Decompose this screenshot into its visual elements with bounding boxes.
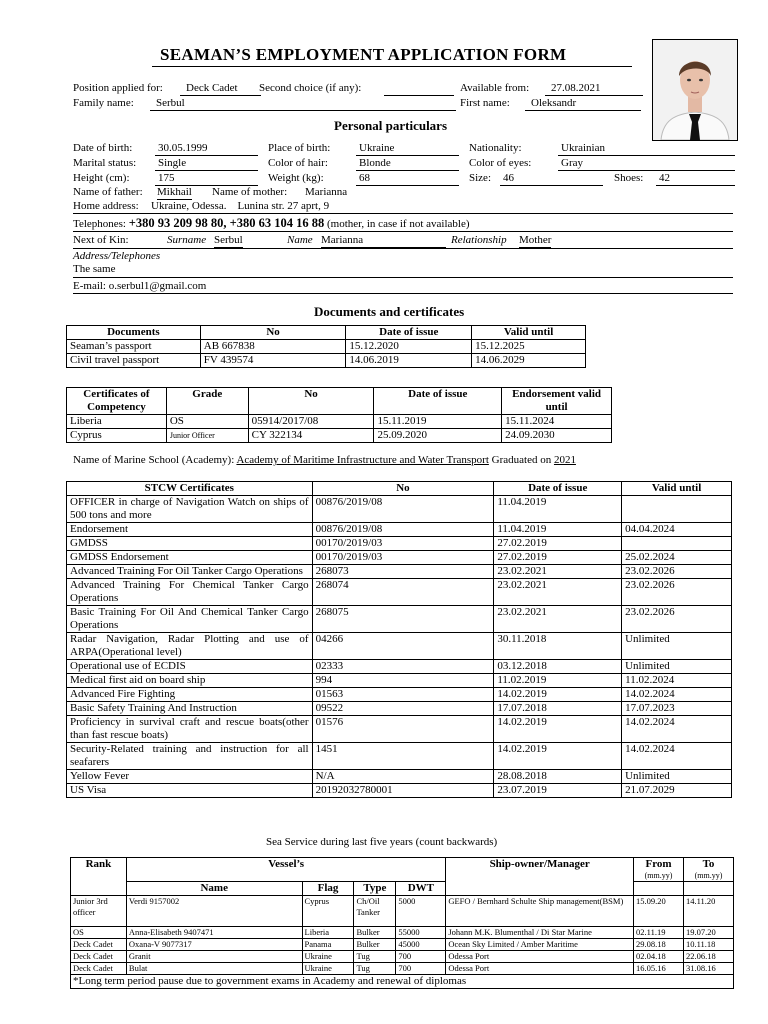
available-label: Available from:	[460, 82, 530, 94]
kin-surname-label: Surname	[167, 234, 207, 246]
hair-label: Color of hair:	[268, 157, 328, 169]
mmyy-label: (mm.yy)	[644, 871, 673, 880]
table-cell: 14.06.2029	[472, 354, 586, 368]
table-header: Documents	[67, 326, 201, 340]
table-cell: Unlimited	[622, 660, 732, 674]
family-name-label: Family name:	[73, 97, 134, 109]
table-cell: Ukraine	[302, 951, 354, 963]
weight-label: Weight (kg):	[268, 172, 324, 184]
table-cell: 30.11.2018	[494, 633, 622, 660]
table-cell: 00876/2019/08	[312, 523, 494, 537]
table-cell: Ukraine	[302, 963, 354, 975]
table-cell: 17.07.2023	[622, 702, 732, 716]
table-row	[67, 340, 586, 354]
table-row	[67, 660, 732, 674]
table-cell	[622, 496, 732, 523]
sea-service-heading: Sea Service during last five years (count backwards)	[266, 836, 498, 848]
table-cell: Bulat	[126, 963, 302, 975]
table-cell: CY 322134	[248, 429, 374, 443]
table-cell: 24.09.2030	[502, 429, 612, 443]
table-row	[67, 354, 586, 368]
table-cell: 04.04.2024	[622, 523, 732, 537]
kin-name-value: Marianna	[321, 234, 446, 248]
first-name-value: Oleksandr	[525, 97, 641, 111]
table-cell: 01576	[312, 716, 494, 743]
graduated-label: Graduated on	[491, 454, 552, 466]
table-cell: 04266	[312, 633, 494, 660]
table-cell: GMDSS	[67, 537, 313, 551]
table-row	[67, 606, 732, 633]
table-cell: US Visa	[67, 784, 313, 798]
table-cell: 27.02.2019	[494, 551, 622, 565]
table-header: Date of issue	[346, 326, 472, 340]
table-cell: GMDSS Endorsement	[67, 551, 313, 565]
school-row	[73, 454, 576, 467]
table-cell: 03.12.2018	[494, 660, 622, 674]
table-cell: Unlimited	[622, 633, 732, 660]
table-cell: Seaman’s passport	[67, 340, 201, 354]
table-cell: 994	[312, 674, 494, 688]
table-cell: AB 667838	[200, 340, 346, 354]
table-cell: 268073	[312, 565, 494, 579]
table-cell: 22.06.18	[683, 951, 733, 963]
kin-surname-value: Serbul	[214, 234, 243, 246]
table-cell: 23.02.2026	[622, 579, 732, 606]
table-cell: Ch/Oil Tanker	[354, 896, 396, 927]
table-cell: Deck Cadet	[71, 939, 127, 951]
table-header-row	[71, 858, 734, 882]
pob-label: Place of birth:	[268, 142, 331, 154]
table-cell: Cyprus	[67, 429, 167, 443]
table-cell: 14.02.2024	[622, 716, 732, 743]
table-cell: 14.06.2019	[346, 354, 472, 368]
table-cell: Deck Cadet	[71, 963, 127, 975]
table-cell: 15.11.2019	[374, 415, 502, 429]
table-cell: 268075	[312, 606, 494, 633]
personal-heading: Personal particulars	[334, 118, 448, 133]
table-row	[67, 565, 732, 579]
table-row	[67, 551, 732, 565]
table-row	[67, 688, 732, 702]
table-cell: 11.04.2019	[494, 496, 622, 523]
father-value: Mikhail	[157, 186, 192, 198]
table-cell: 45000	[396, 939, 446, 951]
table-header: Endorsement valid until	[502, 388, 612, 415]
table-cell	[622, 537, 732, 551]
table-cell: 5000	[396, 896, 446, 927]
table-cell: Endorsement	[67, 523, 313, 537]
pob-value: Ukraine	[356, 142, 459, 156]
to-label: To	[702, 858, 715, 870]
mother-value: Marianna	[305, 186, 348, 198]
table-cell: Verdi 9157002	[126, 896, 302, 927]
available-value: 27.08.2021	[545, 82, 643, 96]
table-cell: 29.08.18	[634, 939, 684, 951]
nationality-value: Ukrainian	[558, 142, 735, 156]
kin-relationship-label: Relationship	[451, 234, 507, 246]
table-cell: 11.02.2019	[494, 674, 622, 688]
marital-value: Single	[155, 157, 258, 171]
table-header-row	[71, 882, 734, 896]
table-cell: Advanced Training For Oil Tanker Cargo Operations	[67, 565, 313, 579]
table-cell: GEFO / Bernhard Schulte Ship management(BSM)	[446, 896, 634, 927]
table-cell: Anna-Elisabeth 9407471	[126, 927, 302, 939]
table-cell: 15.12.2020	[346, 340, 472, 354]
table-header-row	[67, 388, 612, 415]
from-label: From	[645, 858, 672, 870]
table-cell: FV 439574	[200, 354, 346, 368]
table-header: Valid until	[622, 482, 732, 496]
shoes-value: 42	[656, 172, 735, 186]
table-cell: 23.02.2026	[622, 606, 732, 633]
table-cell: 00876/2019/08	[312, 496, 494, 523]
table-header: Valid until	[472, 326, 586, 340]
table-header: Date of issue	[374, 388, 502, 415]
table-cell: 268074	[312, 579, 494, 606]
table-header: No	[248, 388, 374, 415]
table-cell: Liberia	[67, 415, 167, 429]
tel-note: (mother, in case if not available)	[327, 218, 470, 230]
size-label: Size:	[469, 172, 491, 184]
table-cell: 11.02.2024	[622, 674, 732, 688]
table-cell: 15.11.2024	[502, 415, 612, 429]
table-header	[683, 858, 733, 882]
table-cell: Oxana-V 9077317	[126, 939, 302, 951]
coc-table	[66, 387, 612, 443]
eyes-value: Gray	[558, 157, 735, 171]
table-header: Vessel’s	[126, 858, 445, 882]
table-cell: 28.08.2018	[494, 770, 622, 784]
table-cell: Tug	[354, 951, 396, 963]
table-cell: 55000	[396, 927, 446, 939]
table-cell: Liberia	[302, 927, 354, 939]
table-row	[67, 496, 732, 523]
table-cell: 23.02.2021	[494, 579, 622, 606]
table-cell: 23.02.2021	[494, 606, 622, 633]
table-header: Certificates of Competency	[67, 388, 167, 415]
table-header	[634, 858, 684, 882]
table-cell: 23.02.2021	[494, 565, 622, 579]
table-row	[71, 951, 734, 963]
title-underline	[152, 66, 632, 67]
table-cell: Basic Training For Oil And Chemical Tanker Cargo Operations	[67, 606, 313, 633]
table-row	[67, 523, 732, 537]
table-cell: 1451	[312, 743, 494, 770]
kin-label: Next of Kin:	[73, 234, 129, 246]
height-value: 175	[155, 172, 258, 186]
dob-value: 30.05.1999	[155, 142, 258, 156]
table-cell: 31.08.16	[683, 963, 733, 975]
kin-name-label: Name	[287, 234, 313, 246]
mother-label: Name of mother:	[212, 186, 288, 198]
table-cell: Basic Safety Training And Instruction	[67, 702, 313, 716]
address-value: The same	[73, 263, 116, 275]
table-header: No	[200, 326, 346, 340]
documents-heading: Documents and certificates	[314, 304, 465, 319]
table-cell: 14.02.2019	[494, 716, 622, 743]
table-row	[67, 702, 732, 716]
telephones-row	[73, 217, 470, 231]
divider	[73, 277, 733, 278]
table-cell: OS	[71, 927, 127, 939]
table-cell: 16.05.16	[634, 963, 684, 975]
table-cell: 02.11.19	[634, 927, 684, 939]
table-cell: Junior 3rd officer	[71, 896, 127, 927]
table-cell: OFFICER in charge of Navigation Watch on ships of 500 tons and more	[67, 496, 313, 523]
table-header: Date of issue	[494, 482, 622, 496]
table-row	[67, 770, 732, 784]
table-cell: Odessa Port	[446, 963, 634, 975]
table-cell: 25.02.2024	[622, 551, 732, 565]
position-value: Deck Cadet	[180, 82, 261, 96]
table-cell: Ocean Sky Limited / Amber Maritime	[446, 939, 634, 951]
table-cell: 02333	[312, 660, 494, 674]
table-cell: 14.02.2024	[622, 688, 732, 702]
footnote: *Long term period pause due to government exams in Academy and renewal of diplomas	[71, 975, 734, 989]
table-cell: 23.07.2019	[494, 784, 622, 798]
divider	[73, 248, 733, 249]
table-header: Rank	[71, 858, 127, 896]
family-name-value: Serbul	[150, 97, 456, 111]
first-name-label: First name:	[460, 97, 510, 109]
email-row	[73, 280, 206, 293]
documents-table	[66, 325, 586, 368]
hair-value: Blonde	[356, 157, 459, 171]
table-cell: OS	[166, 415, 248, 429]
table-row	[67, 633, 732, 660]
table-header: Name	[126, 882, 302, 896]
table-cell: 14.02.2019	[494, 743, 622, 770]
table-cell: 700	[396, 963, 446, 975]
table-cell: 23.02.2026	[622, 565, 732, 579]
table-cell: Security-Related training and instruction for all seafarers	[67, 743, 313, 770]
table-cell: 17.07.2018	[494, 702, 622, 716]
table-cell: Civil travel passport	[67, 354, 201, 368]
table-cell: 14.02.2019	[494, 688, 622, 702]
table-header: Grade	[166, 388, 248, 415]
email-label: E-mail:	[73, 280, 106, 292]
table-cell: Unlimited	[622, 770, 732, 784]
size-value: 46	[500, 172, 603, 186]
table-cell: Junior Officer	[166, 429, 248, 443]
table-cell: 25.09.2020	[374, 429, 502, 443]
table-header-row	[67, 326, 586, 340]
table-row	[67, 537, 732, 551]
table-row	[67, 716, 732, 743]
graduated-year: 2021	[553, 454, 576, 466]
table-cell: Bulker	[354, 927, 396, 939]
sea-service-table	[70, 857, 734, 989]
table-cell: 09522	[312, 702, 494, 716]
divider	[73, 231, 733, 232]
table-cell: 00170/2019/03	[312, 551, 494, 565]
weight-value: 68	[356, 172, 459, 186]
table-row	[71, 927, 734, 939]
tel-value: +380 93 209 98 80, +380 63 104 16 88	[128, 216, 325, 230]
table-cell: Granit	[126, 951, 302, 963]
table-row	[71, 939, 734, 951]
table-row	[71, 896, 734, 927]
table-cell: Johann M.K. Blumenthal / Di Star Marine	[446, 927, 634, 939]
table-row	[67, 579, 732, 606]
stcw-table	[66, 481, 732, 798]
table-cell: Advanced Training For Chemical Tanker Cargo Operations	[67, 579, 313, 606]
table-row	[67, 674, 732, 688]
divider	[73, 293, 733, 294]
second-choice-value	[384, 82, 454, 96]
form-title: SEAMAN’S EMPLOYMENT APPLICATION FORM	[160, 45, 567, 64]
tel-label: Telephones:	[73, 218, 126, 230]
table-header: Flag	[302, 882, 354, 896]
table-cell: Advanced Fire Fighting	[67, 688, 313, 702]
table-cell: Deck Cadet	[71, 951, 127, 963]
table-cell: Radar Navigation, Radar Plotting and use of ARPA(Operational level)	[67, 633, 313, 660]
table-header: Type	[354, 882, 396, 896]
address-label: Address/Telephones	[73, 250, 161, 262]
table-header-row	[67, 482, 732, 496]
table-cell: Panama	[302, 939, 354, 951]
home-label: Home address:	[73, 200, 139, 212]
table-cell: 700	[396, 951, 446, 963]
table-row	[67, 429, 612, 443]
table-cell: 01563	[312, 688, 494, 702]
email-value: o.serbul1@gmail.com	[108, 280, 207, 292]
table-cell: 19.07.20	[683, 927, 733, 939]
table-cell: 05914/2017/08	[248, 415, 374, 429]
table-cell: 21.07.2029	[622, 784, 732, 798]
shoes-label: Shoes:	[614, 172, 644, 184]
table-cell: Medical first aid on board ship	[67, 674, 313, 688]
table-row	[67, 743, 732, 770]
school-label: Name of Marine School (Academy):	[73, 454, 235, 466]
divider	[73, 213, 733, 214]
height-label: Height (cm):	[73, 172, 130, 184]
table-header: Ship-owner/Manager	[446, 858, 634, 896]
second-choice-label: Second choice (if any):	[259, 82, 362, 94]
table-row	[71, 963, 734, 975]
marital-label: Marital status:	[73, 157, 137, 169]
table-cell: 14.11.20	[683, 896, 733, 927]
table-cell: 15.12.2025	[472, 340, 586, 354]
table-cell: 20192032780001	[312, 784, 494, 798]
table-row	[67, 784, 732, 798]
table-cell: Proficiency in survival craft and rescue boats(other than fast rescue boats)	[67, 716, 313, 743]
table-cell: Cyprus	[302, 896, 354, 927]
table-cell: 11.04.2019	[494, 523, 622, 537]
table-cell: 00170/2019/03	[312, 537, 494, 551]
table-cell: 10.11.18	[683, 939, 733, 951]
table-cell: Tug	[354, 963, 396, 975]
home-value: Ukraine, Odessa. Lunina str. 27 aprt, 9	[151, 200, 330, 212]
table-row	[67, 415, 612, 429]
table-cell: 02.04.18	[634, 951, 684, 963]
table-cell: N/A	[312, 770, 494, 784]
mmyy-label: (mm.yy)	[694, 871, 723, 880]
position-label: Position applied for:	[73, 82, 163, 94]
kin-relationship-value: Mother	[519, 234, 552, 246]
table-cell: 14.02.2024	[622, 743, 732, 770]
table-header: DWT	[396, 882, 446, 896]
table-cell: Yellow Fever	[67, 770, 313, 784]
dob-label: Date of birth:	[73, 142, 133, 154]
table-cell: Bulker	[354, 939, 396, 951]
school-name: Academy of Maritime Infrastructure and Water Transport	[236, 454, 489, 466]
table-cell: 27.02.2019	[494, 537, 622, 551]
father-label: Name of father:	[73, 186, 143, 198]
table-header: STCW Certificates	[67, 482, 313, 496]
eyes-label: Color of eyes:	[469, 157, 532, 169]
table-cell: 15.09.20	[634, 896, 684, 927]
table-header: No	[312, 482, 494, 496]
table-cell: Operational use of ECDIS	[67, 660, 313, 674]
table-cell: Odessa Port	[446, 951, 634, 963]
applicant-photo	[652, 39, 738, 141]
nationality-label: Nationality:	[469, 142, 522, 154]
